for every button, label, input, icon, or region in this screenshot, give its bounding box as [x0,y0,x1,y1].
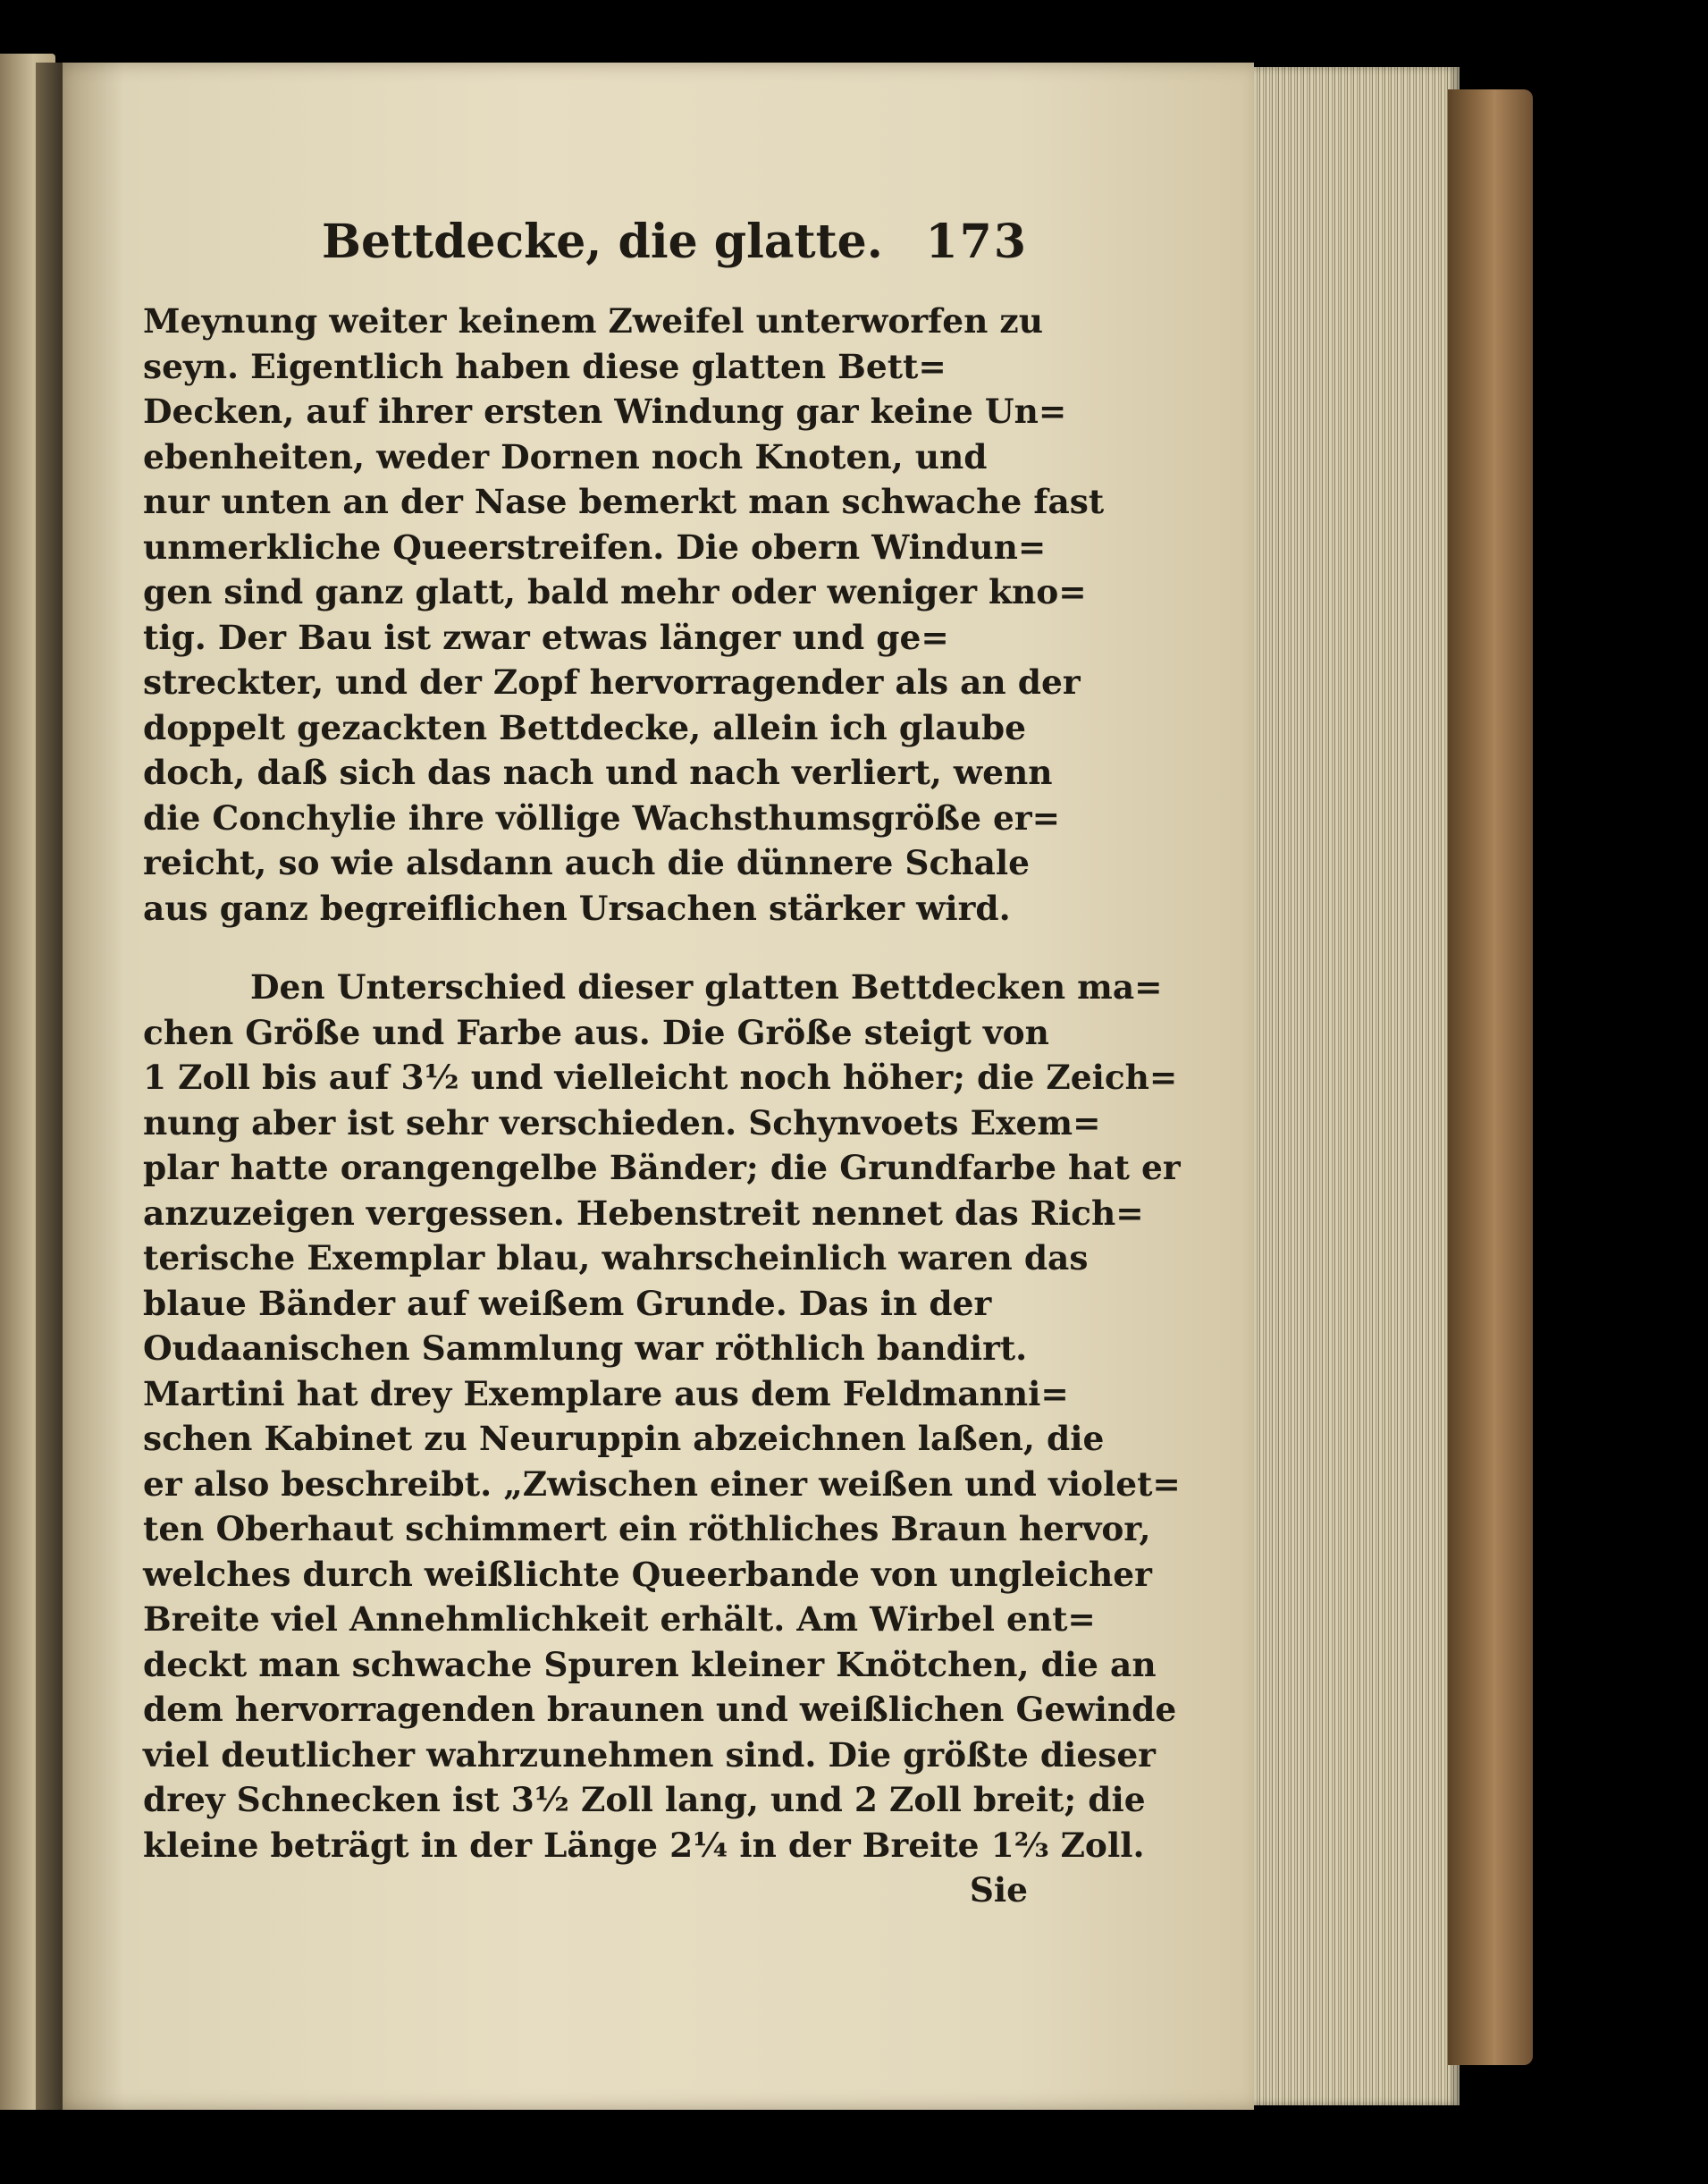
running-title: Bettdecke, die glatte. [322,215,883,269]
text-line: nur unten an der Nase bemerkt man schwache fast [143,482,1105,521]
book-cover [1448,89,1533,2065]
page-block-edges [1254,67,1460,2105]
text-line: terische Exemplar blau, wahrscheinlich waren das [143,1238,1089,1278]
text-line: plar hatte orangengelbe Bänder; die Grundfarbe hat er [143,1148,1181,1187]
text-line: seyn. Eigentlich haben diese glatten Bett= [143,346,947,386]
text-line: doch, daß sich das nach und nach verliert, wenn [143,753,1053,792]
paragraph-2 [143,965,1181,1868]
text-line: unmerkliche Queerstreifen. Die obern Windun= [143,527,1047,567]
text-line: Breite viel Annehmlichkeit erhält. Am Wirbel ent= [143,1599,1096,1639]
running-header [143,215,1028,286]
text-line: Decken, auf ihrer ersten Windung gar keine Un= [143,392,1067,431]
text-line: er also beschreibt. „Zwischen einer weißen und violet= [143,1463,1181,1504]
text-line: schen Kabinet zu Neuruppin abzeichnen laßen, die [143,1419,1105,1458]
text-line: kleine beträgt in der Länge 2¼ in der Breite 1⅔ Zoll. [143,1825,1145,1865]
text-line: tig. Der Bau ist zwar etwas länger und ge= [143,617,949,657]
text-line: ebenheiten, weder Dornen noch Knoten, und [143,436,988,476]
page-text [143,215,1181,1912]
text-line: gen sind ganz glatt, bald mehr oder weniger kno= [143,572,1087,611]
text-line: Oudaanischen Sammlung war röthlich bandirt. [143,1328,1028,1368]
page-gutter [36,63,63,2110]
text-line: Meynung weiter keinem Zweifel unterworfen zu [143,301,1043,341]
text-line: aus ganz begreiflichen Ursachen stärker wird. [143,888,1011,928]
text-line: viel deutlicher wahrzunehmen sind. Die größte dieser [143,1734,1156,1775]
text-line: chen Größe und Farbe aus. Die Größe steigt von [143,1012,1049,1052]
text-line: dem hervorragenden braunen und weißlichen Gewinde [143,1690,1177,1729]
catchword: Sie [969,1870,1028,1910]
text-line: reicht, so wie alsdann auch die dünnere Schale [143,843,1030,882]
paragraph-1 [143,299,1105,931]
text-line: drey Schnecken ist 3½ Zoll lang, und 2 Zoll breit; die [143,1780,1146,1819]
text-line: blaue Bänder auf weißem Grunde. Das in der [143,1283,992,1323]
text-line: Martini hat drey Exemplare aus dem Feldmanni= [143,1373,1069,1413]
text-line: doppelt gezackten Bettdecke, allein ich glaube [143,707,1026,747]
text-line: streckter, und der Zopf hervorragender als an der [143,662,1081,702]
text-line: nung aber ist sehr verschieden. Schynvoets Exem= [143,1102,1101,1143]
text-line: Den Unterschied dieser glatten Bettdecken ma= [250,967,1163,1007]
text-line: ten Oberhaut schimmert ein röthliches Braun hervor, [143,1509,1151,1548]
text-line: 1 Zoll bis auf 3½ und vielleicht noch höher; die Zeich= [143,1058,1178,1097]
page-number: 173 [925,215,1028,269]
text-line: welches durch weißlichte Queerbande von ungleicher [143,1554,1152,1594]
text-line: anzuzeigen vergessen. Hebenstreit nennet das Rich= [143,1193,1144,1233]
text-line: die Conchylie ihre völlige Wachsthumsgröße er= [143,797,1061,838]
text-line: deckt man schwache Spuren kleiner Knötchen, die an [143,1644,1157,1684]
